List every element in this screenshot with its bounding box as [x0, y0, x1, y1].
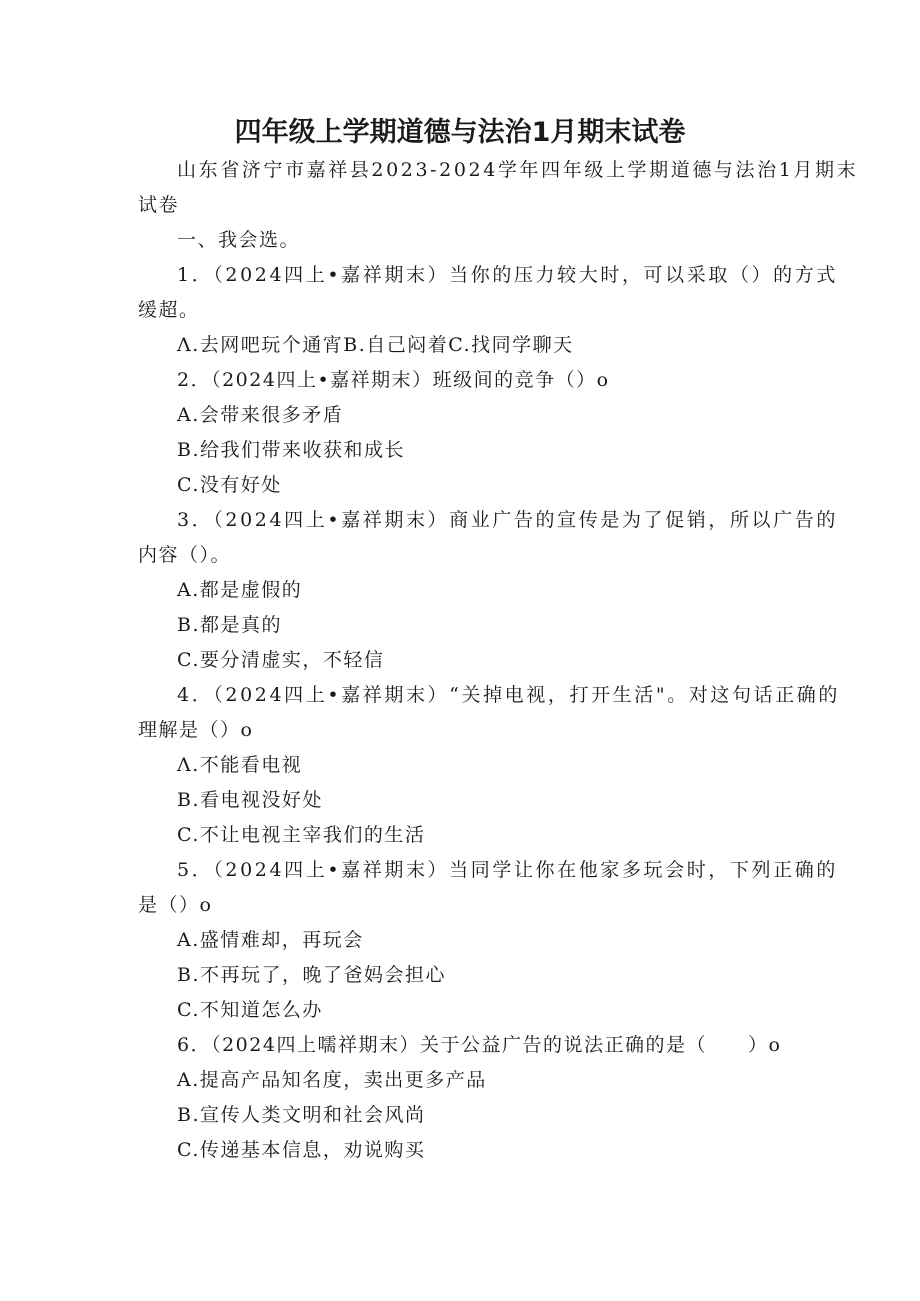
question-4-option-b: B.看电视没好处	[177, 789, 324, 811]
question-3-stem: 3．（2024四上•嘉祥期末）商业广告的宣传是为了促销，所以广告的	[177, 509, 838, 531]
question-2-stem: 2．（2024四上•嘉祥期末）班级间的竞争（）o	[177, 369, 610, 391]
subtitle-line-2: 试卷	[138, 194, 180, 216]
page-title: 四年级上学期道德与法治1月期末试卷	[234, 117, 686, 148]
question-5-option-a: A.盛情难却，再玩会	[177, 929, 364, 951]
question-4-option-a: Λ.不能看电视	[177, 754, 303, 776]
question-1-stem: 1．（2024四上•嘉祥期末）当你的压力较大时，可以采取（）的方式	[177, 264, 838, 286]
subtitle-line-1: 山东省济宁市嘉祥县2023-2024学年四年级上学期道德与法治1月期末	[177, 159, 859, 181]
question-6-option-b: B.宣传人类文明和社会风尚	[177, 1104, 426, 1126]
question-3-option-a: A.都是虚假的	[177, 579, 303, 601]
question-5-stem-cont: 是（）o	[138, 894, 213, 916]
question-3-stem-cont: 内容（）。	[138, 544, 232, 566]
question-3-option-b: B.都是真的	[177, 614, 283, 636]
question-4-stem-cont: 理解是（）o	[138, 719, 254, 741]
question-1-stem-cont: 缓超。	[138, 299, 200, 321]
question-2-option-a: A.会带来很多矛盾	[177, 404, 344, 426]
question-3-option-c: C.要分清虚实，不轻信	[177, 649, 385, 671]
section-heading: 一、我会选。	[177, 229, 301, 251]
question-4-option-c: C.不让电视主宰我们的生活	[177, 824, 426, 846]
question-1-options: Λ.去网吧玩个通宵B.自己闷着C.找同学聊天	[177, 334, 574, 356]
question-4-stem: 4．（2024四上•嘉祥期末）“关掉电视，打开生活"。对这句话正确的	[177, 684, 841, 706]
question-6-option-c: C.传递基本信息，劝说购买	[177, 1139, 426, 1161]
question-5-option-c: C.不知道怎么办	[177, 999, 323, 1021]
question-5-option-b: B.不再玩了，晚了爸妈会担心	[177, 964, 447, 986]
question-2-option-c: C.没有好处	[177, 474, 282, 496]
question-2-option-b: B.给我们带来收获和成长	[177, 439, 406, 461]
question-6-stem: 6．（2024四上嚅祥期末）关于公益广告的说法正确的是（ ）o	[177, 1034, 782, 1056]
question-6-option-a: A.提高产品知名度，卖出更多产品	[177, 1069, 487, 1091]
question-5-stem: 5．（2024四上•嘉祥期末）当同学让你在他家多玩会时，下列正确的	[177, 859, 838, 881]
